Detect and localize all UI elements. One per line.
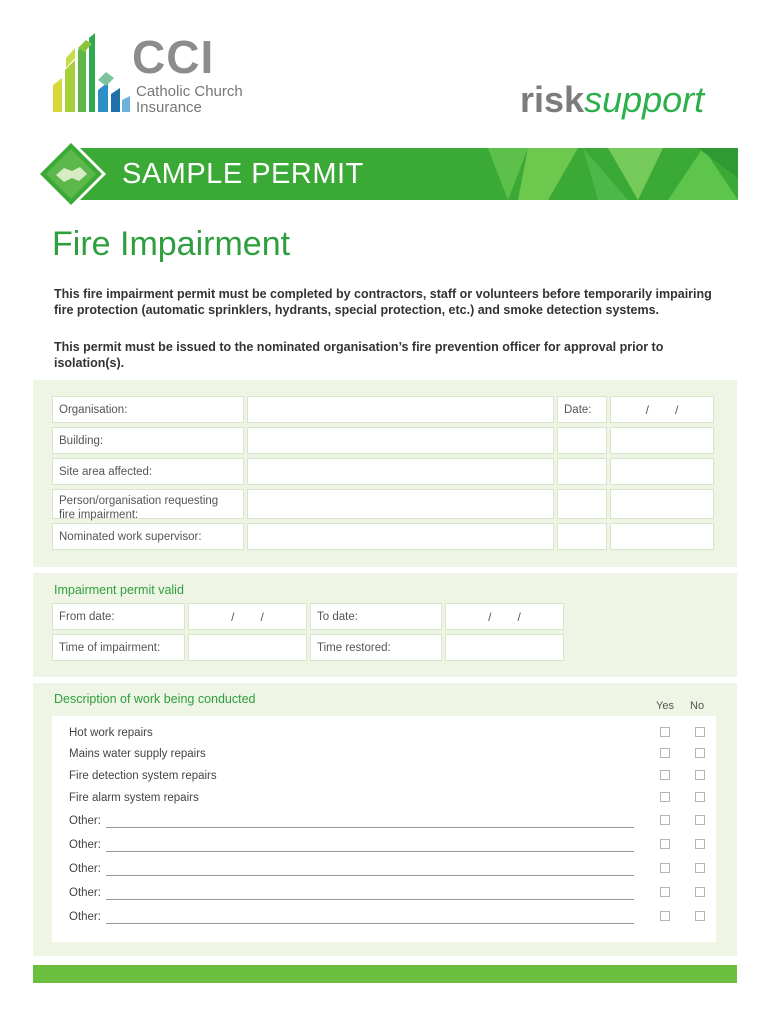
date-separator: / (260, 609, 264, 624)
other-input-line[interactable] (106, 827, 634, 828)
cci-logo-text: CCI (132, 31, 215, 83)
risk-logo-part2: support (584, 79, 705, 120)
no-checkbox[interactable] (695, 839, 705, 849)
intro-paragraph-2: This permit must be issued to the nominated organisation’s fire prevention officer for approval prior to isolation(s). (54, 340, 664, 370)
intro-paragraph-1: This fire impairment permit must be completed by contractors, staff or volunteers before temporarily impairing fire protection (automatic sprinklers, hydrants, special protection, etc.) and smoke detection systems. (54, 287, 712, 317)
other-label: Other: (69, 839, 101, 851)
no-checkbox[interactable] (695, 770, 705, 780)
other-label: Other: (69, 815, 101, 827)
date-separator: / (231, 609, 235, 624)
requester-extra-cell-2[interactable] (610, 489, 714, 519)
banner-decoration (488, 148, 738, 200)
work-item-hot-work: Hot work repairs (69, 727, 153, 739)
time-restored-input[interactable] (445, 634, 564, 661)
site-area-label: Site area affected: (52, 458, 244, 485)
work-item-mains-water: Mains water supply repairs (69, 748, 206, 760)
work-item-fire-alarm: Fire alarm system repairs (69, 792, 199, 804)
other-input-line[interactable] (106, 899, 634, 900)
other-input-line[interactable] (106, 851, 634, 852)
requester-label: Person/organisation requesting fire impairment: (52, 489, 244, 519)
yes-checkbox[interactable] (660, 792, 670, 802)
other-label: Other: (69, 911, 101, 923)
building-label: Building: (52, 427, 244, 454)
time-impairment-label: Time of impairment: (52, 634, 185, 661)
other-label: Other: (69, 863, 101, 875)
to-date-input[interactable] (445, 603, 564, 630)
building-extra-cell-2[interactable] (610, 427, 714, 454)
organisation-label: Organisation: (52, 396, 244, 423)
cci-subtitle-line2: Insurance (136, 99, 202, 116)
supervisor-label: Nominated work supervisor: (52, 523, 244, 550)
other-label: Other: (69, 887, 101, 899)
date-separator: / (488, 609, 492, 624)
cci-logo-subtitle (136, 84, 286, 116)
risksupport-logo (520, 78, 704, 122)
validity-title: Impairment permit valid (54, 583, 184, 597)
building-input[interactable] (247, 427, 554, 454)
work-title: Description of work being conducted (54, 692, 256, 706)
yes-checkbox[interactable] (660, 748, 670, 758)
organisation-input[interactable] (247, 396, 554, 423)
no-checkbox[interactable] (695, 727, 705, 737)
yes-checkbox[interactable] (660, 911, 670, 921)
date-separator: / (517, 609, 521, 624)
yes-checkbox[interactable] (660, 863, 670, 873)
building-extra-cell[interactable] (557, 427, 607, 454)
no-checkbox[interactable] (695, 815, 705, 825)
supervisor-extra-cell[interactable] (557, 523, 607, 550)
other-input-line[interactable] (106, 875, 634, 876)
site-area-input[interactable] (247, 458, 554, 485)
yes-column-header: Yes (656, 700, 674, 712)
banner-title: SAMPLE PERMIT (122, 158, 364, 190)
from-date-input[interactable] (188, 603, 307, 630)
date-separator: / (675, 402, 679, 417)
no-column-header: No (690, 700, 705, 712)
site-area-extra-cell-2[interactable] (610, 458, 714, 485)
footer-bar (33, 965, 737, 983)
no-checkbox[interactable] (695, 748, 705, 758)
yes-checkbox[interactable] (660, 815, 670, 825)
yes-checkbox[interactable] (660, 727, 670, 737)
requester-extra-cell[interactable] (557, 489, 607, 519)
no-checkbox[interactable] (695, 863, 705, 873)
no-checkbox[interactable] (695, 792, 705, 802)
supervisor-extra-cell-2[interactable] (610, 523, 714, 550)
work-item-fire-detection: Fire detection system repairs (69, 770, 217, 782)
site-area-extra-cell[interactable] (557, 458, 607, 485)
supervisor-input[interactable] (247, 523, 554, 550)
time-restored-label: Time restored: (310, 634, 442, 661)
no-checkbox[interactable] (695, 911, 705, 921)
risk-logo-part1: risk (520, 79, 585, 120)
from-date-label: From date: (52, 603, 185, 630)
no-checkbox[interactable] (695, 887, 705, 897)
time-impairment-input[interactable] (188, 634, 307, 661)
yes-checkbox[interactable] (660, 770, 670, 780)
cci-logo-mark (48, 30, 138, 116)
document-title: Fire Impairment (52, 225, 291, 263)
date-label: Date: (557, 396, 607, 423)
to-date-label: To date: (310, 603, 442, 630)
cci-subtitle-line1: Catholic Church (136, 83, 243, 100)
date-input[interactable] (610, 396, 714, 423)
yes-checkbox[interactable] (660, 839, 670, 849)
handshake-diamond (34, 137, 108, 211)
yes-checkbox[interactable] (660, 887, 670, 897)
date-separator: / (645, 402, 649, 417)
other-input-line[interactable] (106, 923, 634, 924)
requester-input[interactable] (247, 489, 554, 519)
